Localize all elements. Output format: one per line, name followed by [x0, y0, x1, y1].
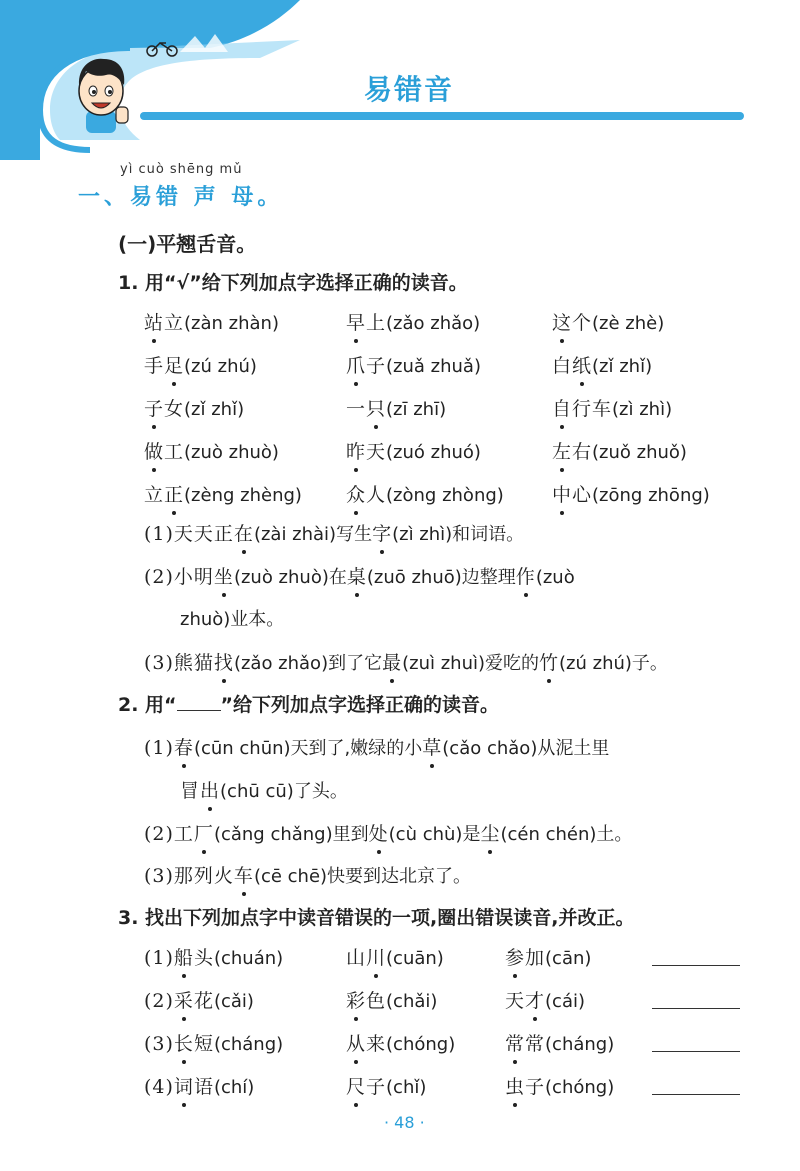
- word-item: 手足(zú zhú): [144, 355, 257, 377]
- word-item: 这个(zè zhè): [552, 312, 665, 334]
- word-item: 白纸(zǐ zhǐ): [552, 355, 653, 377]
- word-item: 众人(zòng zhòng): [346, 484, 504, 506]
- word-item: (1)船头(chuán): [144, 947, 284, 969]
- word-item: 早上(zǎo zhǎo): [346, 312, 481, 334]
- question-2-sentence-1-cont: 冒出(chū cū)了头。: [180, 780, 348, 802]
- word-item: 做工(zuò zhuò): [144, 441, 279, 463]
- question-1-prompt: 1. 用“√”给下列加点字选择正确的读音。: [118, 272, 468, 294]
- section-title: 一、易错 声 母。: [78, 185, 284, 210]
- word-item: 天才(cái): [505, 990, 586, 1012]
- answer-blank-line[interactable]: [652, 963, 740, 966]
- underline-blank: [177, 696, 221, 711]
- question-1-sentence-3: (3)熊猫找(zǎo zhǎo)到了它最(zuì zhuì)爱吃的竹(zú zhú)子。: [144, 652, 668, 674]
- word-item: 参加(cān): [505, 947, 592, 969]
- page-title: 易错音: [364, 73, 455, 106]
- question-2-sentence-2: (2)工厂(cǎng chǎng)里到处(cù chù)是尘(cén chén)土。: [144, 823, 633, 845]
- section-pinyin: yì cuò shēng mǔ: [120, 162, 243, 177]
- word-item: 自行车(zì zhì): [552, 398, 673, 420]
- question-1-sentence-1: (1)天天正在(zài zhài)写生字(zì zhì)和词语。: [144, 523, 525, 545]
- word-item: (3)长短(cháng): [144, 1033, 284, 1055]
- word-item: 中心(zōng zhōng): [552, 484, 710, 506]
- word-item: 一只(zī zhī): [346, 398, 447, 420]
- answer-blank-line[interactable]: [652, 1006, 740, 1009]
- subsection-title: (一)平翘舌音。: [118, 232, 257, 256]
- question-2-sentence-1: (1)春(cūn chūn)天到了,嫩绿的小草(cǎo chǎo)从泥土里: [144, 737, 610, 759]
- word-item: 站立(zàn zhàn): [144, 312, 279, 334]
- question-1-sentence-2-cont: zhuò)业本。: [180, 609, 285, 630]
- word-item: 立正(zèng zhèng): [144, 484, 302, 506]
- word-item: 常常(cháng): [505, 1033, 615, 1055]
- word-item: 尺子(chǐ): [346, 1076, 427, 1098]
- word-item: 彩色(chǎi): [346, 990, 438, 1012]
- question-2-sentence-3: (3)那列火车(cē chē)快要到达北京了。: [144, 865, 472, 887]
- word-item: 左右(zuǒ zhuǒ): [552, 441, 687, 463]
- word-item: 山川(cuān): [346, 947, 444, 969]
- word-item: 从来(chóng): [346, 1033, 456, 1055]
- word-item: (4)词语(chí): [144, 1076, 255, 1098]
- question-1-sentence-2: (2)小明坐(zuò zhuò)在桌(zuō zhuō)边整理作(zuò: [144, 566, 575, 588]
- answer-blank-line[interactable]: [652, 1049, 740, 1052]
- question-2-prompt: 2. 用“ ”给下列加点字选择正确的读音。: [118, 694, 500, 716]
- word-item: (2)采花(cǎi): [144, 990, 254, 1012]
- question-3-prompt: 3. 找出下列加点字中读音错误的一项,圈出错误读音,并改正。: [118, 907, 635, 929]
- word-item: 爪子(zuǎ zhuǎ): [346, 355, 481, 377]
- word-item: 子女(zǐ zhǐ): [144, 398, 245, 420]
- boy-mascot-icon: [68, 55, 138, 135]
- word-item: 虫子(chóng): [505, 1076, 615, 1098]
- word-item: 昨天(zuó zhuó): [346, 441, 481, 463]
- page-number: · 48 ·: [384, 1113, 425, 1132]
- answer-blank-line[interactable]: [652, 1092, 740, 1095]
